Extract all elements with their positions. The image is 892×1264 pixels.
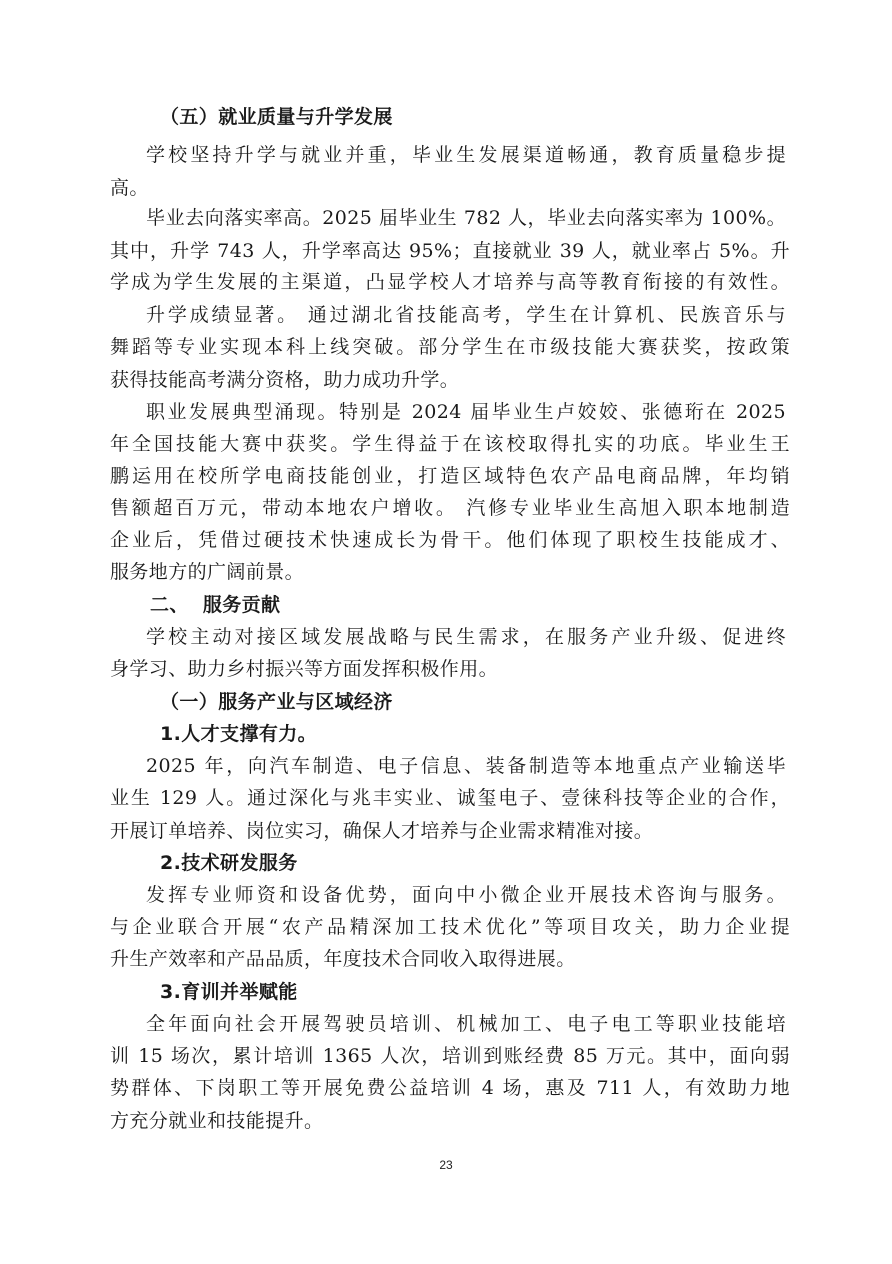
paragraph-line: 高。 <box>110 177 149 199</box>
subsection-heading-industry: （一）服务产业与区域经济 <box>160 691 393 713</box>
paragraph-line: 2025 年，向汽车制造、电子信息、装备制造等本地重点产业输送毕 <box>146 755 786 777</box>
paragraph-line: 升生产效率和产品品质，年度技术合同收入取得进展。 <box>110 948 576 970</box>
paragraph-line: 开展订单培养、岗位实习，确保人才培养与企业需求精准对接。 <box>110 820 654 842</box>
paragraph-line: 鹏运用在校所学电商技能创业，打造区域特色农产品电商品牌，年均销 <box>110 465 790 487</box>
section-heading-service-contribution: 二、 服务贡献 <box>150 594 281 616</box>
paragraph-line: 势群体、下岗职工等开展免费公益培训 4 场，惠及 711 人，有效助力地 <box>110 1077 790 1099</box>
paragraph-line: 服务地方的广阔前景。 <box>110 561 305 583</box>
paragraph-line: 学校坚持升学与就业并重，毕业生发展渠道畅通，教育质量稳步提 <box>146 144 786 166</box>
page-number: 23 <box>439 1158 453 1172</box>
paragraph-line: 企业后，凭借过硬技术快速成长为骨干。他们体现了职校生技能成才、 <box>110 529 790 551</box>
paragraph-line: 学成为学生发展的主渠道，凸显学校人才培养与高等教育衔接的有效性。 <box>110 271 790 293</box>
paragraph-line: 年全国技能大赛中获奖。学生得益于在该校取得扎实的功底。毕业生王 <box>110 433 790 455</box>
paragraph-line: 训 15 场次，累计培训 1365 人次，培训到账经费 85 万元。其中，面向弱 <box>110 1045 790 1067</box>
paragraph-line: 升学成绩显著。 通过湖北省技能高考，学生在计算机、民族音乐与 <box>146 304 786 326</box>
item-heading-training: 3.育训并举赋能 <box>160 981 298 1003</box>
paragraph-line: 与企业联合开展“农产品精深加工技术优化”等项目攻关，助力企业提 <box>110 916 790 938</box>
paragraph-line: 方充分就业和技能提升。 <box>110 1110 324 1132</box>
paragraph-line: 获得技能高考满分资格，助力成功升学。 <box>110 369 460 391</box>
item-heading-talent-support: 1.人才支撑有力。 <box>160 723 318 745</box>
paragraph-line: 身学习、助力乡村振兴等方面发挥积极作用。 <box>110 658 499 680</box>
paragraph-line: 毕业去向落实率高。2025 届毕业生 782 人，毕业去向落实率为 100%。 <box>146 207 786 229</box>
paragraph-line: 学校主动对接区域发展战略与民生需求，在服务产业升级、促进终 <box>146 626 786 648</box>
paragraph-line: 售额超百万元，带动本地农户增收。 汽修专业毕业生高旭入职本地制造 <box>110 497 790 519</box>
item-heading-tech-rd: 2.技术研发服务 <box>160 852 298 874</box>
paragraph-line: 全年面向社会开展驾驶员培训、机械加工、电子电工等职业技能培 <box>146 1013 786 1035</box>
paragraph-line: 业生 129 人。通过深化与兆丰实业、诚玺电子、壹徕科技等企业的合作， <box>110 787 790 809</box>
section-heading-employment: （五）就业质量与升学发展 <box>160 106 393 128</box>
paragraph-line: 职业发展典型涌现。特别是 2024 届毕业生卢姣姣、张德珩在 2025 <box>146 401 786 423</box>
paragraph-line: 发挥专业师资和设备优势，面向中小微企业开展技术咨询与服务。 <box>146 884 786 906</box>
paragraph-line: 舞蹈等专业实现本科上线突破。部分学生在市级技能大赛获奖，按政策 <box>110 336 790 358</box>
paragraph-line: 其中，升学 743 人，升学率高达 95%；直接就业 39 人，就业率占 5%。升 <box>110 240 790 262</box>
